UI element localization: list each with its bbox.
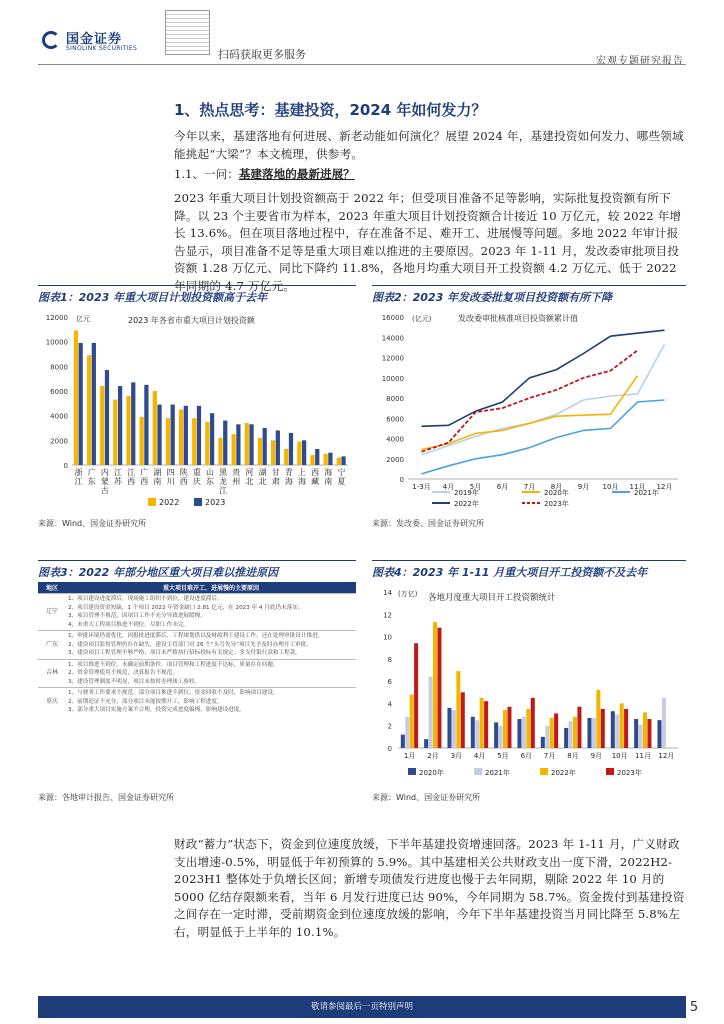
chart1-bar — [324, 454, 328, 465]
chart1-xtick: 内 — [100, 468, 109, 477]
table-header-region: 地区 — [38, 582, 66, 594]
table-cell-region: 辽宁 — [38, 594, 66, 631]
chart1-xtick: 南 — [324, 477, 333, 486]
chart1-xtick: 海 — [284, 477, 293, 486]
chart1-xtick: 苏 — [114, 477, 122, 486]
chart1-xtick: 川 — [166, 477, 175, 486]
table-cell-region: 广东 — [38, 631, 66, 660]
chart4-bar — [596, 690, 600, 748]
chart2-xtick: 12月 — [656, 483, 673, 491]
chart4-bar — [545, 726, 549, 748]
chart1-xtick: 江 — [74, 477, 83, 486]
chart1-xtick: 广 — [140, 468, 149, 477]
chart1-bar — [223, 421, 227, 465]
figure4-title: 图表4：2023 年 1-11 月重大项目开工投资额不及去年 — [372, 560, 686, 580]
chart1-legend-label: 2022 — [159, 498, 180, 507]
chart2-ytick: 8000 — [386, 395, 404, 403]
chart2-xtick: 11月 — [629, 483, 646, 491]
chart4-bar — [624, 709, 628, 748]
chart1-bar — [144, 385, 148, 465]
paragraph-1: 2023 年重大项目计划投资额高于 2022 年；但受项目准备不足等影响，实际批复投资额有所下降。以 23 个主要省市为样本，2023 年重大项目计划投资额合计接近 10 万亿元，较 2022 年增长 13.6%。但在项目落地过程中，存在准备不足、难开工、进展慢等问题。多地 2022 年审计报告显示，项目准备不足等是重大项目难以推进的主要原因。2023 年 1-11 月，发改委审批项目投资额 1.28 万亿元、同比下降约 11.8%，各地月均重大项目开工投资额 4.2 万亿元、低于 2022 年同期的 4.7 万亿元。 — [174, 191, 682, 293]
table-header-reason: 重大项目难开工、进展慢的主要原因 — [66, 582, 356, 594]
chart4-bar — [639, 725, 643, 748]
table-row — [38, 631, 356, 660]
chart4-bar — [410, 695, 414, 748]
chart4-xtick: 5月 — [497, 752, 509, 760]
chart4-xtick: 1月 — [403, 752, 416, 760]
chart2-xtick: 6月 — [496, 483, 509, 491]
chart4-bar — [611, 711, 615, 748]
chart4-xtick: 7月 — [543, 752, 556, 760]
chart1-bar — [297, 442, 301, 465]
logo-subtext: SINOLINK SECURITIES — [66, 45, 138, 52]
figure2-source: 来源：发改委、国金证券研究所 — [372, 519, 484, 528]
chart1-xtick: 西 — [179, 477, 188, 486]
chart1-xtick: 甘 — [271, 468, 280, 477]
chart2-ytick: 16000 — [381, 314, 404, 322]
figure4-source: 来源：Wind、国金证券研究所 — [372, 793, 481, 802]
chart2-series-line — [422, 376, 638, 450]
chart4-legend-swatch — [606, 768, 614, 775]
chart1-xtick: 州 — [232, 477, 241, 486]
chart4-xtick: 10月 — [611, 752, 628, 760]
chart4-bar — [577, 707, 581, 748]
chart1-bar — [310, 455, 314, 465]
figure3-title: 图表3：2022 年部分地区重大项目难以推进原因 — [38, 560, 356, 580]
chart1-xtick: 庆 — [192, 477, 201, 486]
chart1-bar — [218, 438, 222, 465]
chart4-bar — [554, 713, 558, 748]
chart2-ytick: 4000 — [386, 435, 404, 444]
chart1-xtick: 浙 — [74, 468, 83, 477]
chart2-xtick: 10月 — [602, 483, 619, 491]
chart4-unit: (万亿) — [398, 590, 418, 598]
chart1-bar — [171, 405, 175, 465]
chart1-bar — [74, 331, 78, 465]
chart1-xtick: 上 — [298, 468, 306, 477]
table-row — [38, 659, 356, 688]
chart1-xtick: 海 — [298, 477, 306, 486]
chart4-bar — [456, 671, 460, 748]
chart1-bar — [302, 440, 306, 465]
chart1-bar — [87, 355, 91, 465]
chart1-bar — [113, 400, 117, 465]
chart1-bar — [205, 422, 209, 465]
chart1-bar — [249, 424, 253, 465]
chart1-bar — [92, 343, 96, 465]
chart4-bar — [573, 717, 577, 748]
figure2-chart — [372, 307, 686, 512]
figure1-source: 来源：Wind、国金证券研究所 — [38, 519, 147, 528]
chart4-bar — [484, 701, 488, 748]
chart1-bar — [258, 438, 262, 465]
chart4-ytick: 0 — [387, 745, 392, 753]
chart2-series-line — [422, 344, 665, 454]
table-cell-reason: 1、项目建设进度滞后，现场施工组织不到位，建设进度滞后。 2、项目建设资金短缺，1 个项目 2022 年资金缺口 2.81 亿元，在 2023 年 4 月底仍未落实。 3、项目管理不规范，因项目工作不充分导致进展缓慢。 4、未重大工程项目推进不到位，尽职工作未完。 — [66, 594, 356, 631]
chart1-xtick: 西 — [311, 468, 320, 477]
chart4-legend-label: 2020年 — [419, 769, 444, 777]
subsection-number: 1.1、一问： — [174, 167, 239, 181]
chart4-ytick: 4 — [387, 700, 392, 709]
chart1-bar — [140, 417, 144, 465]
table-cell-reason: 1、项目推进不到位，未确定前期条件，项目管理和工程进度不达标，质量存在问题。 2、资金管理使用不规范，决算报告不规范。 3、建设管理制度不明显，项目未按时办理竣工验收。 — [66, 659, 356, 688]
chart1-xtick: 西 — [140, 477, 149, 486]
chart4-ytick: 2 — [387, 722, 392, 731]
chart4-xtick: 3月 — [450, 752, 463, 760]
chart2-xtick: 7月 — [523, 483, 536, 491]
figure4-chart — [372, 582, 686, 787]
chart4-bar — [475, 720, 479, 748]
chart1-xtick: 贵 — [232, 468, 241, 477]
chart2-legend-label: 2021年 — [634, 489, 659, 497]
chart1-legend-swatch — [194, 498, 202, 506]
header-divider — [38, 64, 686, 65]
chart4-inner-title: 各地月度重大项目开工投资额统计 — [428, 593, 556, 603]
chart4-bar — [657, 720, 661, 748]
chart1-bar — [131, 382, 135, 465]
chart2-legend-label: 2022年 — [454, 500, 479, 508]
chart1-ytick: 4000 — [50, 412, 68, 421]
chart4-bar — [437, 628, 441, 748]
chart1-xtick: 北 — [245, 477, 254, 486]
chart2-xtick: 8月 — [550, 483, 563, 491]
chart4-xtick: 8月 — [567, 752, 579, 760]
paragraph-2: 财政“蓄力”状态下，资金到位速度放缓，下半年基建投资增速回落。2023 年 1-11 月，广义财政支出增速-0.5%，明显低于年初预算的 5.9%。其中基建相关公共财政支出一度下滑，2022H2-2023H1 整体处于负增长区间；新增专项债发行进度也慢于去年同期，剔除 2022 年 10 月的 5000 亿结存限额来看，当年 6 月发行进度已达 90%，今年同期为 58.7%。资金拨付到基建投资之间存在一定时滞，受前期资金到位速度放缓的影响，今年下半年基建投资当月同比降至 5.8%左右，明显低于上半年的 10.1%。 — [174, 837, 685, 939]
chart2-inner-title: 发改委审批核准项目投资额累计值 — [458, 314, 578, 323]
chart4-bar — [615, 715, 619, 748]
chart4-bar — [643, 712, 647, 748]
chart1-xtick: 江 — [114, 468, 122, 477]
chart1-xtick: 夏 — [337, 477, 346, 486]
chart1-xtick: 肃 — [271, 477, 280, 486]
chart4-bar — [517, 719, 521, 748]
chart4-bar — [452, 710, 456, 748]
chart2-legend-label: 2020年 — [544, 489, 569, 497]
chart2-ytick: 14000 — [381, 334, 404, 343]
chart1-ytick: 2000 — [50, 437, 68, 446]
chart1-xtick: 蒙 — [100, 477, 109, 486]
chart1-bar — [179, 410, 183, 466]
report-type: 宏观专题研究报告 — [596, 56, 684, 67]
chart1-bar — [341, 456, 345, 465]
chart4-xtick: 6月 — [520, 752, 533, 760]
chart1-xtick: 陕 — [179, 468, 188, 477]
page-number: 5 — [689, 1000, 699, 1015]
chart1-xtick: 青 — [284, 468, 293, 477]
chart1-bar — [276, 430, 280, 465]
chart2-ytick: 2000 — [386, 455, 404, 464]
chart1-xtick: 重 — [192, 468, 201, 477]
chart4-ytick: 10 — [383, 633, 392, 642]
chart4-bar — [564, 728, 568, 748]
chart4-legend-label: 2022年 — [551, 769, 576, 777]
table-row — [38, 688, 356, 716]
figure1-title: 图表1：2023 年重大项目计划投资额高于去年 — [38, 285, 356, 305]
chart4-legend-label: 2023年 — [617, 769, 642, 777]
chart1-bar — [157, 405, 161, 465]
chart2-ytick: 10000 — [381, 374, 404, 383]
chart2-ytick: 12000 — [381, 354, 404, 363]
chart2-ytick: 0 — [399, 476, 404, 484]
chart1-bar — [284, 449, 288, 465]
chart4-bar — [526, 709, 530, 748]
figure1-chart — [38, 307, 356, 512]
figure3-source: 来源：各地审计报告、国金证券研究所 — [38, 793, 174, 802]
chart1-bar — [100, 386, 104, 465]
chart1-bar — [236, 424, 240, 465]
chart1-unit: 亿元 — [76, 315, 90, 323]
chart1-xtick: 宁 — [337, 468, 346, 477]
chart1-legend-label: 2023 — [205, 498, 226, 507]
chart4-bar — [569, 721, 573, 748]
chart4-bar — [662, 698, 666, 748]
chart1-xtick: 藏 — [311, 477, 320, 486]
chart1-inner-title: 2023 年各省市重大项目计划投资额 — [128, 316, 255, 325]
chart4-bar — [541, 737, 545, 748]
chart4-bar — [429, 677, 433, 748]
chart2-series-line — [422, 350, 638, 451]
chart4-bar — [522, 717, 526, 748]
chart2-xtick: 4月 — [442, 483, 455, 491]
chart4-legend-swatch — [540, 768, 548, 775]
chart4-legend-swatch — [474, 768, 482, 775]
chart1-bar — [315, 449, 319, 465]
chart4-ytick: 14 — [383, 589, 392, 597]
figure3-table — [38, 582, 356, 716]
chart1-xtick: 北 — [258, 477, 267, 486]
chart1-xtick: 龙 — [219, 477, 228, 486]
chart4-bar — [494, 722, 498, 748]
chart1-bar — [105, 370, 109, 465]
chart4-bar — [507, 707, 511, 748]
chart1-ytick: 0 — [63, 462, 68, 470]
chart1-xtick: 古 — [100, 486, 109, 495]
chart4-ytick: 6 — [387, 678, 392, 687]
chart2-xtick: 9月 — [577, 483, 590, 491]
chart1-xtick: 湖 — [153, 468, 162, 477]
chart1-xtick: 河 — [245, 468, 254, 477]
chart4-bar — [503, 710, 507, 748]
table-cell-reason: 1、审批环境仍需优化，因报批进度滞后，工程规划供以及财政利于建设工作，还在处理审批设计推进。 2、建设项目监督管理仍存在缺失，建设主管部门对 26 个“头号先导”项目先予及时办理开工审批。 3、建设项目工程管理不够严格，项目未严格执行招标投标有关规定；多支付银行款和工程款。 — [66, 631, 356, 660]
table-cell-region: 吉林 — [38, 659, 66, 688]
intro-paragraph: 今年以来，基建落地有何进展、新老动能如何演化？展望 2024 年，基建投资如何发力、哪些领域能挑起“大梁”？本文梳理，供参考。 — [174, 129, 684, 161]
chart1-bar — [263, 428, 267, 465]
chart1-xtick: 黑 — [219, 468, 228, 477]
chart4-legend-label: 2021年 — [485, 769, 510, 777]
chart2-xtick: 5月 — [469, 483, 482, 491]
chart1-bar — [328, 453, 332, 465]
chart4-bar — [499, 726, 503, 748]
chart1-bar — [79, 343, 83, 465]
chart1-bar — [126, 396, 130, 465]
chart1-bar — [192, 418, 196, 465]
chart4-xtick: 2月 — [427, 752, 439, 760]
chart4-xtick: 12月 — [658, 752, 675, 760]
chart4-bar — [587, 718, 591, 748]
chart1-xtick: 南 — [153, 477, 162, 486]
chart4-bar — [531, 698, 535, 748]
qr-code-icon[interactable] — [165, 10, 210, 55]
chart4-bar — [592, 718, 596, 748]
chart1-xtick: 东 — [206, 477, 214, 486]
chart4-bar — [405, 717, 409, 748]
chart4-bar — [480, 698, 484, 748]
chart4-bar — [447, 708, 451, 748]
subsection-heading — [174, 166, 355, 182]
chart1-xtick: 江 — [219, 486, 228, 495]
chart1-xtick: 江 — [127, 468, 136, 477]
chart4-bar — [634, 719, 638, 748]
chart4-bar — [647, 719, 651, 748]
chart1-bar — [153, 391, 157, 465]
chart4-bar — [550, 718, 554, 748]
table-cell-region: 重庆 — [38, 688, 66, 716]
logo-icon — [42, 31, 60, 49]
chart4-xtick: 9月 — [590, 752, 603, 760]
chart1-bar — [184, 406, 188, 465]
chart4-xtick: 11月 — [635, 752, 651, 760]
chart1-xtick: 广 — [87, 468, 96, 477]
chart1-bar — [118, 386, 122, 465]
chart1-bar — [197, 406, 201, 465]
chart4-bar — [424, 739, 428, 748]
chart1-bar — [210, 413, 214, 465]
chart4-bar — [461, 692, 465, 748]
chart2-legend-label: 2019年 — [454, 489, 479, 497]
chart1-ytick: 6000 — [50, 388, 68, 396]
chart1-bar — [271, 440, 275, 465]
subsection-title: 基建落地的最新进展？ — [238, 167, 355, 181]
figure2-title: 图表2：2023 年发改委批复项目投资额有所下降 — [372, 285, 686, 305]
chart1-xtick: 山 — [206, 468, 214, 477]
chart2-ytick: 6000 — [386, 415, 404, 424]
chart4-bar — [414, 643, 418, 748]
qr-caption: 扫码获取更多服务 — [218, 48, 306, 61]
chart1-bar — [166, 418, 170, 465]
chart1-bar — [232, 434, 236, 465]
chart1-xtick: 西 — [127, 477, 136, 486]
section-title: 1、热点思考：基建投资，2024 年如何发力？ — [174, 101, 487, 119]
chart1-bar — [289, 433, 293, 465]
chart1-bar — [337, 458, 341, 465]
chart2-series-line — [422, 400, 665, 474]
chart1-xtick: 四 — [166, 468, 175, 477]
chart4-bar — [471, 717, 475, 748]
chart4-ytick: 12 — [383, 611, 392, 620]
chart1-legend-swatch — [148, 498, 156, 506]
chart1-bar — [245, 423, 249, 465]
chart1-ytick: 12000 — [45, 314, 68, 322]
chart4-xtick: 4月 — [473, 752, 486, 760]
chart4-ytick: 8 — [387, 655, 392, 664]
footer-disclaimer: 敬请参阅最后一页特别声明 — [38, 996, 686, 1018]
chart2-xtick: 1-3月 — [412, 483, 431, 491]
chart4-bar — [620, 703, 624, 748]
chart1-xtick: 海 — [324, 468, 333, 477]
logo-text: 国金证券 — [66, 32, 123, 47]
table-cell-reason: 1、与财务工作要求不规范，部分项目推进不到位，资金回收不及时，影响项目建设。 2、前期论证不充分，部分项目未能按期开工，影响工程进度。 3、部分重大项目实施方案不合理，投资完成进度偏慢，影响建设进度。 — [66, 688, 356, 716]
chart1-xtick: 东 — [87, 477, 96, 486]
chart4-legend-swatch — [408, 768, 416, 775]
chart1-xtick: 湖 — [258, 468, 267, 477]
chart4-bar — [601, 709, 605, 748]
table-row — [38, 594, 356, 631]
chart4-bar — [401, 735, 405, 748]
chart1-ytick: 10000 — [45, 338, 68, 347]
chart1-ytick: 8000 — [50, 363, 68, 372]
chart2-unit: (亿元) — [412, 315, 432, 323]
chart4-bar — [433, 622, 437, 748]
chart2-legend-label: 2023年 — [544, 500, 569, 508]
